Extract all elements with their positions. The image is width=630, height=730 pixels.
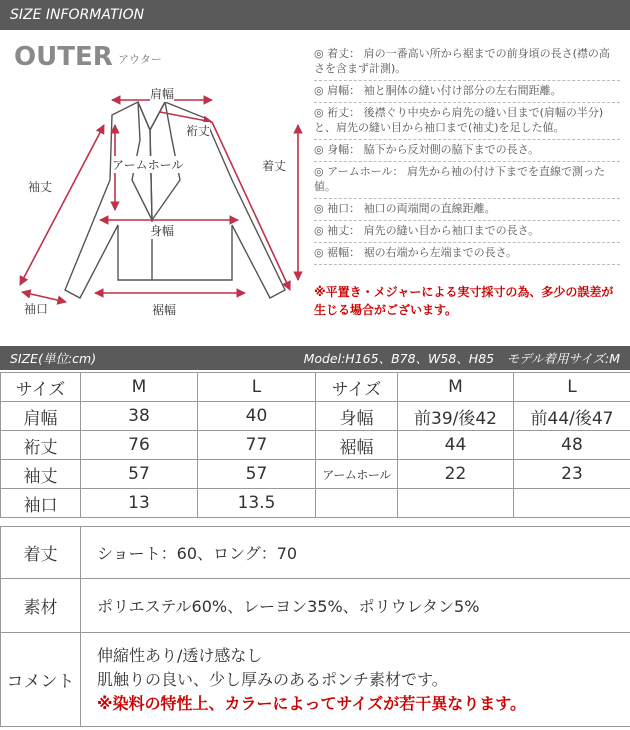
table-cell: 身幅 — [316, 402, 398, 431]
jacket-outline — [65, 102, 285, 298]
info-label: 着丈 — [1, 527, 81, 579]
size-information-title: SIZE INFORMATION — [10, 7, 145, 23]
label-katahaba: 肩幅 — [150, 87, 175, 101]
label-yukitake: 裄丈 — [186, 124, 211, 138]
product-info-table — [0, 526, 630, 727]
label-susohaba: 裾幅 — [152, 303, 177, 317]
table-cell — [514, 489, 630, 518]
size-table — [0, 372, 630, 518]
comment-line: 伸縮性あり/透け感なし — [97, 645, 263, 665]
label-armhole: アームホール — [112, 158, 184, 172]
info-row-kitake — [1, 527, 630, 579]
info-label: コメント — [1, 633, 81, 727]
yukitake-arrow-2 — [212, 122, 290, 290]
table-cell: 38 — [81, 402, 198, 431]
table-cell: 44 — [398, 431, 514, 460]
table-cell: 前44/後47 — [514, 402, 630, 431]
table-cell: アームホール — [316, 460, 398, 489]
legend-sodetake: ◎ 袖丈： 肩先の縫い目から袖口までの長さ。 — [314, 221, 620, 243]
header-cell: サイズ — [316, 373, 398, 402]
size-table-header — [1, 373, 630, 402]
table-cell: 袖丈 — [1, 460, 81, 489]
table-cell: 肩幅 — [1, 402, 81, 431]
info-row-comment — [1, 633, 630, 727]
table-cell: 裾幅 — [316, 431, 398, 460]
table-cell: 76 — [81, 431, 198, 460]
table-row — [1, 489, 630, 518]
measurement-note: ※平置き・メジャーによる実寸採寸の為、多少の誤差が生じる場合がございます。 — [314, 285, 614, 317]
comment-block — [81, 633, 630, 727]
label-mihaba: 身幅 — [150, 224, 175, 238]
table-cell: 裄丈 — [1, 431, 81, 460]
legend-sodeguchi: ◎ 袖口： 袖口の両端間の直線距離。 — [314, 199, 620, 221]
header-cell: L — [514, 373, 630, 402]
table-cell: 13 — [81, 489, 198, 518]
comment-line: 肌触りの良い、少し厚みのあるポンチ素材です。 — [97, 669, 448, 689]
table-cell: 前39/後42 — [398, 402, 514, 431]
info-label: 素材 — [1, 579, 81, 633]
table-cell: 57 — [198, 460, 316, 489]
model-info: Model:H165、B78、W58、H85 モデル着用サイズ:M — [303, 351, 620, 366]
header-cell: L — [198, 373, 316, 402]
info-value: ポリエステル60%、レーヨン35%、ポリウレタン5% — [81, 579, 630, 633]
table-cell: 77 — [198, 431, 316, 460]
table-cell: 40 — [198, 402, 316, 431]
header-cell: サイズ — [1, 373, 81, 402]
info-row-sozai — [1, 579, 630, 633]
table-cell: 48 — [514, 431, 630, 460]
table-row — [1, 402, 630, 431]
size-header-bar — [0, 346, 630, 370]
header-cell: M — [398, 373, 514, 402]
header-cell: M — [81, 373, 198, 402]
table-row — [1, 460, 630, 489]
label-sodetake: 袖丈 — [28, 180, 53, 194]
label-kitake: 着丈 — [262, 159, 287, 173]
outer-title: OUTER — [14, 42, 113, 72]
sodetake-arrow — [20, 125, 104, 285]
legend-yukitake: ◎ 裄丈： 後襟ぐり中央から肩先の縫い目まで(肩幅の半分)と、肩先の縫い目から袖口まで(袖丈)を足した値。 — [314, 103, 620, 140]
table-cell: 袖口 — [1, 489, 81, 518]
table-cell: 22 — [398, 460, 514, 489]
table-row — [1, 431, 630, 460]
table-cell — [398, 489, 514, 518]
table-cell: 13.5 — [198, 489, 316, 518]
legend-armhole: ◎ アームホール： 肩先から袖の付け下までを直線で測った値。 — [314, 162, 620, 199]
table-cell — [316, 489, 398, 518]
label-sodeguchi: 袖口 — [24, 302, 49, 316]
legend-kitake: ◎ 着丈： 肩の一番高い所から裾までの前身頃の長さ(襟の高さを含まず計測)。 — [314, 44, 620, 81]
size-information-header — [0, 0, 630, 30]
legend-susohaba: ◎ 裾幅： 裾の右端から左端までの長さ。 — [314, 243, 620, 265]
table-cell: 57 — [81, 460, 198, 489]
size-unit-label: SIZE(単位:cm) — [10, 351, 97, 366]
table-cell: 23 — [514, 460, 630, 489]
legend-mihaba: ◎ 身幅： 脇下から反対側の脇下までの長さ。 — [314, 140, 620, 162]
info-value: ショート：60、ロング：70 — [81, 527, 630, 579]
measurement-legend — [314, 44, 620, 265]
legend-katahaba: ◎ 肩幅： 袖と胴体の縫い付け部分の左右間距離。 — [314, 81, 620, 103]
outer-subtitle: アウター — [118, 53, 162, 66]
comment-warning: ※染料の特性上、カラーによってサイズが若干異なります。 — [97, 693, 526, 713]
